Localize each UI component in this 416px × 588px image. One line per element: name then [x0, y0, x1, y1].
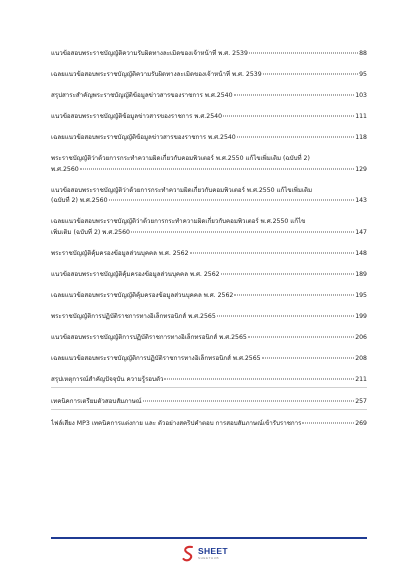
dot-leader — [234, 95, 355, 96]
toc-title: ไฟล์เสียง MP3 เทคนิคการแต่งกาย และ ตัวอย่างสคริปคำตอบ การสอบสัมภาษณ์เข้ารับราชการ — [51, 419, 302, 427]
dot-leader — [190, 252, 355, 253]
toc-title: แนวข้อสอบพระราชบัญญัติการปฏิบัติราชการทางอิเล็กทรอนิกส์ พ.ศ.2565 — [51, 333, 247, 341]
toc-entry — [51, 333, 367, 344]
toc-page-number: 269 — [355, 419, 367, 427]
footer-divider — [51, 537, 367, 539]
toc-entry — [51, 270, 367, 281]
toc-page-number: 111 — [355, 113, 367, 120]
toc-title: พระราชบัญญัติคุ้มครองข้อมูลส่วนบุคคล พ.ศ. 2562 — [51, 249, 189, 257]
toc-entry — [51, 154, 367, 175]
dot-leader — [249, 53, 358, 54]
toc-entry — [51, 397, 367, 411]
toc-entry — [51, 217, 367, 238]
dot-leader — [248, 336, 354, 337]
toc-entry — [51, 419, 367, 430]
toc-page-number: 189 — [355, 270, 367, 278]
toc-title-line2: พ.ศ.2560 — [51, 165, 79, 173]
toc-title: เฉลยแนวข้อสอบพระราชบัญญัติความรับผิดทางละเมิดของเจ้าหน้าที่ พ.ศ. 2539 — [51, 71, 262, 78]
toc-entry — [51, 70, 367, 81]
dot-leader — [234, 294, 354, 295]
dot-leader — [223, 116, 354, 117]
dot-leader — [80, 168, 355, 169]
toc-title: สรุปสาระสำคัญพระราชบัญญัติข้อมูลข่าวสารของราชการ พ.ศ.2540 — [51, 92, 233, 99]
toc-title: สรุปเหตุการณ์สำคัญปัจจุบัน ความรู้รอบตัว — [51, 375, 164, 383]
toc-page-number: 129 — [355, 165, 367, 173]
toc-title-line1: พระราชบัญญัติว่าด้วยการกระทำความผิดเกี่ยวกับคอมพิวเตอร์ พ.ศ.2550 แก้ไขเพิ่มเติม (ฉบับที่ 2) — [51, 155, 310, 162]
toc-page-number: 147 — [355, 228, 367, 236]
toc-page-number: 95 — [359, 71, 367, 78]
footer-brand — [182, 545, 228, 562]
toc-page-number: 88 — [359, 50, 367, 57]
toc-title-line2: เพิ่มเติม (ฉบับที่ 2) พ.ศ.2560 — [51, 228, 130, 236]
toc-entry — [51, 186, 367, 207]
toc-entry — [51, 291, 367, 302]
toc-entry — [51, 249, 367, 260]
toc-page-number: 211 — [355, 375, 367, 383]
toc-entry — [51, 112, 367, 123]
toc-page-number: 195 — [355, 291, 367, 299]
dot-leader — [131, 231, 354, 232]
dot-leader — [302, 422, 354, 423]
dot-leader — [237, 137, 354, 138]
toc-title-line1: เฉลยแนวข้อสอบพระราชบัญญัติว่าด้วยการกระทำความผิดเกี่ยวกับคอมพิวเตอร์ พ.ศ.2550 แก้ไข — [51, 218, 306, 225]
dot-leader — [263, 74, 358, 75]
toc-title: เฉลยแนวข้อสอบพระราชบัญญัติการปฏิบัติราชการทางอิเล็กทรอนิกส์ พ.ศ.2565 — [51, 354, 261, 362]
toc-title-line2: (ฉบับที่ 2) พ.ศ.2560 — [51, 197, 108, 204]
toc-title: แนวข้อสอบพระราชบัญญัติคุ้มครองข้อมูลส่วนบุคคล พ.ศ. 2562 — [51, 270, 220, 278]
toc-title: เทคนิคการเตรียมตัวสอบสัมภาษณ์ — [51, 397, 142, 405]
toc-title: แนวข้อสอบพระราชบัญญัติข้อมูลข่าวสารของราชการ พ.ศ.2540 — [51, 113, 223, 120]
toc-page-number: 118 — [355, 134, 367, 141]
table-of-contents — [51, 49, 367, 440]
toc-page-number: 143 — [355, 197, 367, 204]
toc-page-number: 206 — [355, 333, 367, 341]
toc-title-line1: แนวข้อสอบพระราชบัญญัติว่าด้วยการกระทำความผิดเกี่ยวกับคอมพิวเตอร์ พ.ศ.2550 แก้ไขเพิ่มเติม — [51, 186, 313, 194]
toc-page-number: 257 — [355, 397, 367, 405]
s-swirl-logo-icon — [182, 545, 195, 562]
toc-title: พระราชบัญญัติการปฏิบัติราชการทางอิเล็กทรอนิกส์ พ.ศ.2565 — [51, 312, 216, 320]
dot-leader — [109, 200, 355, 201]
toc-title: เฉลยแนวข้อสอบพระราชบัญญัติข้อมูลข่าวสารของราชการ พ.ศ.2540 — [51, 134, 236, 141]
toc-entry — [51, 312, 367, 323]
toc-entry — [51, 375, 367, 389]
toc-entry — [51, 354, 367, 365]
toc-title: แนวข้อสอบพระราชบัญญัติความรับผิดทางละเมิดของเจ้าหน้าที่ พ.ศ. 2539 — [51, 50, 248, 57]
toc-page-number: 103 — [355, 92, 367, 99]
toc-entry — [51, 133, 367, 144]
toc-page-number: 148 — [355, 249, 367, 257]
toc-entry — [51, 49, 367, 60]
toc-entry — [51, 91, 367, 102]
dot-leader — [262, 357, 355, 358]
toc-title: เฉลยแนวข้อสอบพระราชบัญญัติคุ้มครองข้อมูลส่วนบุคคล พ.ศ. 2562 — [51, 291, 234, 299]
toc-page-number: 208 — [355, 354, 367, 362]
brand-name: SHEET — [198, 546, 228, 557]
toc-page-number: 199 — [355, 312, 367, 320]
dot-leader — [221, 273, 355, 274]
dot-leader — [164, 378, 354, 379]
dot-leader — [143, 400, 355, 401]
dot-leader — [217, 315, 354, 316]
brand-subtitle: SHEETHUB — [198, 555, 220, 560]
